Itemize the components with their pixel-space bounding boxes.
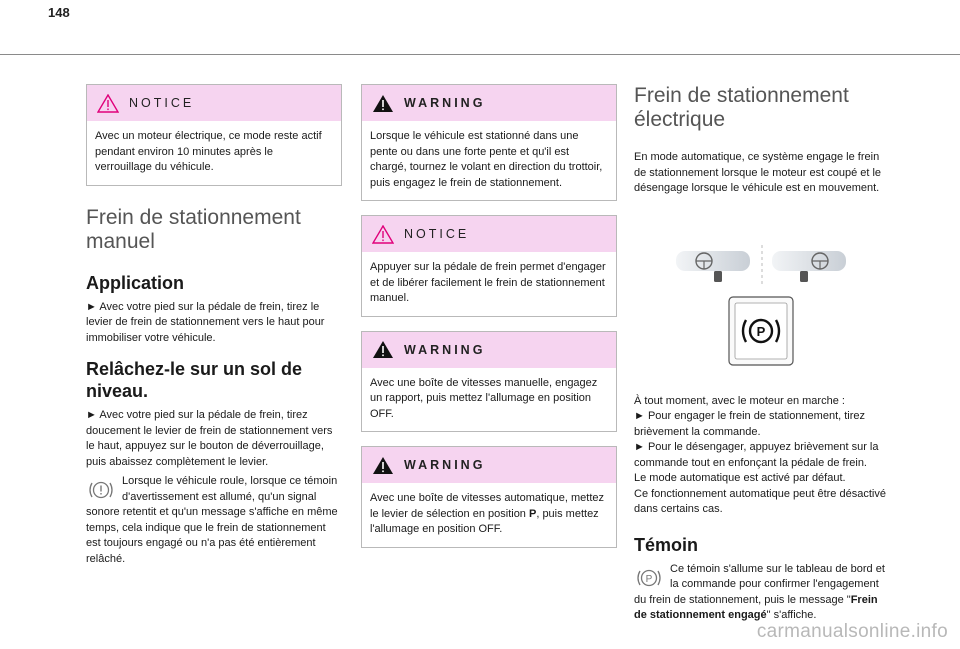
warning-header-3 (362, 447, 616, 483)
temoin-text-a: Ce témoin s'allume sur le tableau de bord et la commande pour confirmer l'engagement du frein de stationnement, puis le message " (634, 562, 885, 606)
temoin-note (634, 562, 890, 624)
temoin-text-bold: Frein de stationnement engagé (634, 593, 878, 621)
notice-text-2: Appuyer sur la pédale de frein permet d'engager et de libérer facilement le frein de stationnement manuel. (370, 261, 606, 304)
illustration (634, 209, 890, 384)
warning-title-1: WARNING (404, 96, 486, 110)
park-brake-button-icon (634, 564, 664, 592)
release-text: ► Avec votre pied sur la pédale de frein, tirez doucement le levier de frein de stationnement vers le haut, appuyez sur le bouton de déverrouillage, puis abaissez complètement le levier. (86, 409, 333, 468)
application-text: ► Avec votre pied sur la pédale de frein, tirez le levier de frein de stationnement vers le haut pour immobiliser votre véhicule. (86, 300, 325, 344)
warning-text-3a: Avec une boîte de vitesses automatique, mettez le levier de sélection en position (370, 492, 604, 520)
svg-text:P: P (645, 573, 653, 585)
heading-release: Relâchez-le sur un sol de niveau. (86, 359, 303, 401)
notice-triangle-icon (372, 225, 394, 244)
watermark[interactable]: carmanualsonline.info (756, 621, 948, 642)
warning-box-2 (361, 331, 617, 433)
instruction-line: Ce fonctionnement automatique peut être désactivé dans certains cas. (634, 487, 886, 515)
notice-title-2: NOTICE (404, 227, 470, 241)
warning-header-2 (362, 332, 616, 368)
instruction-line: Le mode automatique est activé par défaut. (634, 472, 846, 484)
release-warning (86, 474, 342, 567)
instruction-line: ► Pour engager le frein de stationnement, tirez brièvement la commande. (634, 410, 866, 438)
temoin-text-b: " s'affiche. (766, 609, 817, 621)
warning-triangle-icon (372, 340, 394, 359)
column-3 (634, 84, 890, 624)
warning-text-1: Lorsque le véhicule est stationné dans une pente ou dans une forte pente et qu'il est chargé, tournez le volant en direction du trottoir, puis engagez le frein de stationnement. (370, 130, 603, 189)
notice-header-2 (362, 216, 616, 252)
warning-text-3-bold: P (528, 507, 537, 520)
warning-box-3 (361, 446, 617, 548)
release-warning-text: Lorsque le véhicule roule, lorsque ce témoin d'avertissement est allumé, qu'un signal sonore retentit et qu'un message s'affiche en même temps, cela indique que le frein de stationnement est toujours engagé ou n'a pas été entièrement relâché. (86, 475, 338, 565)
warning-text-3b: , puis mettez l'allumage en position OFF. (370, 507, 599, 535)
electric-instructions (634, 394, 890, 518)
warning-text-3 (362, 483, 616, 547)
svg-text:P: P (756, 323, 766, 339)
brake-warning-icon (86, 476, 116, 504)
section-title-manual: Frein de stationnement manuel (86, 205, 301, 253)
notice-box (86, 84, 342, 186)
notice-title: NOTICE (129, 96, 195, 110)
instruction-line: À tout moment, avec le moteur en marche : (634, 394, 845, 407)
heading-temoin: Témoin (634, 534, 699, 555)
warning-triangle-icon (372, 456, 394, 475)
electric-intro: En mode automatique, ce système engage le frein de stationnement lorsque le moteur est coupé et le désengage lorsque le véhicule est en mouvement. (634, 151, 882, 194)
column-2 (361, 84, 617, 562)
header-rule (0, 54, 960, 55)
steering-wheel-icon (634, 209, 890, 384)
notice-triangle-icon (97, 94, 119, 113)
warning-header-1 (362, 85, 616, 121)
warning-text-2: Avec une boîte de vitesses manuelle, engagez un rapport, puis mettez l'allumage en position OFF. (370, 376, 598, 420)
notice-box-2 (361, 215, 617, 317)
warning-box-1 (361, 84, 617, 201)
heading-application: Application (86, 272, 184, 293)
warning-title-3: WARNING (404, 458, 486, 472)
warning-title-2: WARNING (404, 342, 486, 357)
warning-triangle-icon (372, 94, 394, 113)
page-number: 148 (48, 5, 70, 20)
notice-header (87, 85, 341, 121)
instruction-line: ► Pour le désengager, appuyez brièvement sur la commande tout en enfonçant la pédale de frein. (634, 441, 879, 469)
section-title-electric: Frein de stationnement électrique (634, 84, 849, 131)
notice-text: Avec un moteur électrique, ce mode reste actif pendant environ 10 minutes après le verrouillage du véhicule. (95, 130, 322, 173)
column-1 (86, 84, 342, 567)
